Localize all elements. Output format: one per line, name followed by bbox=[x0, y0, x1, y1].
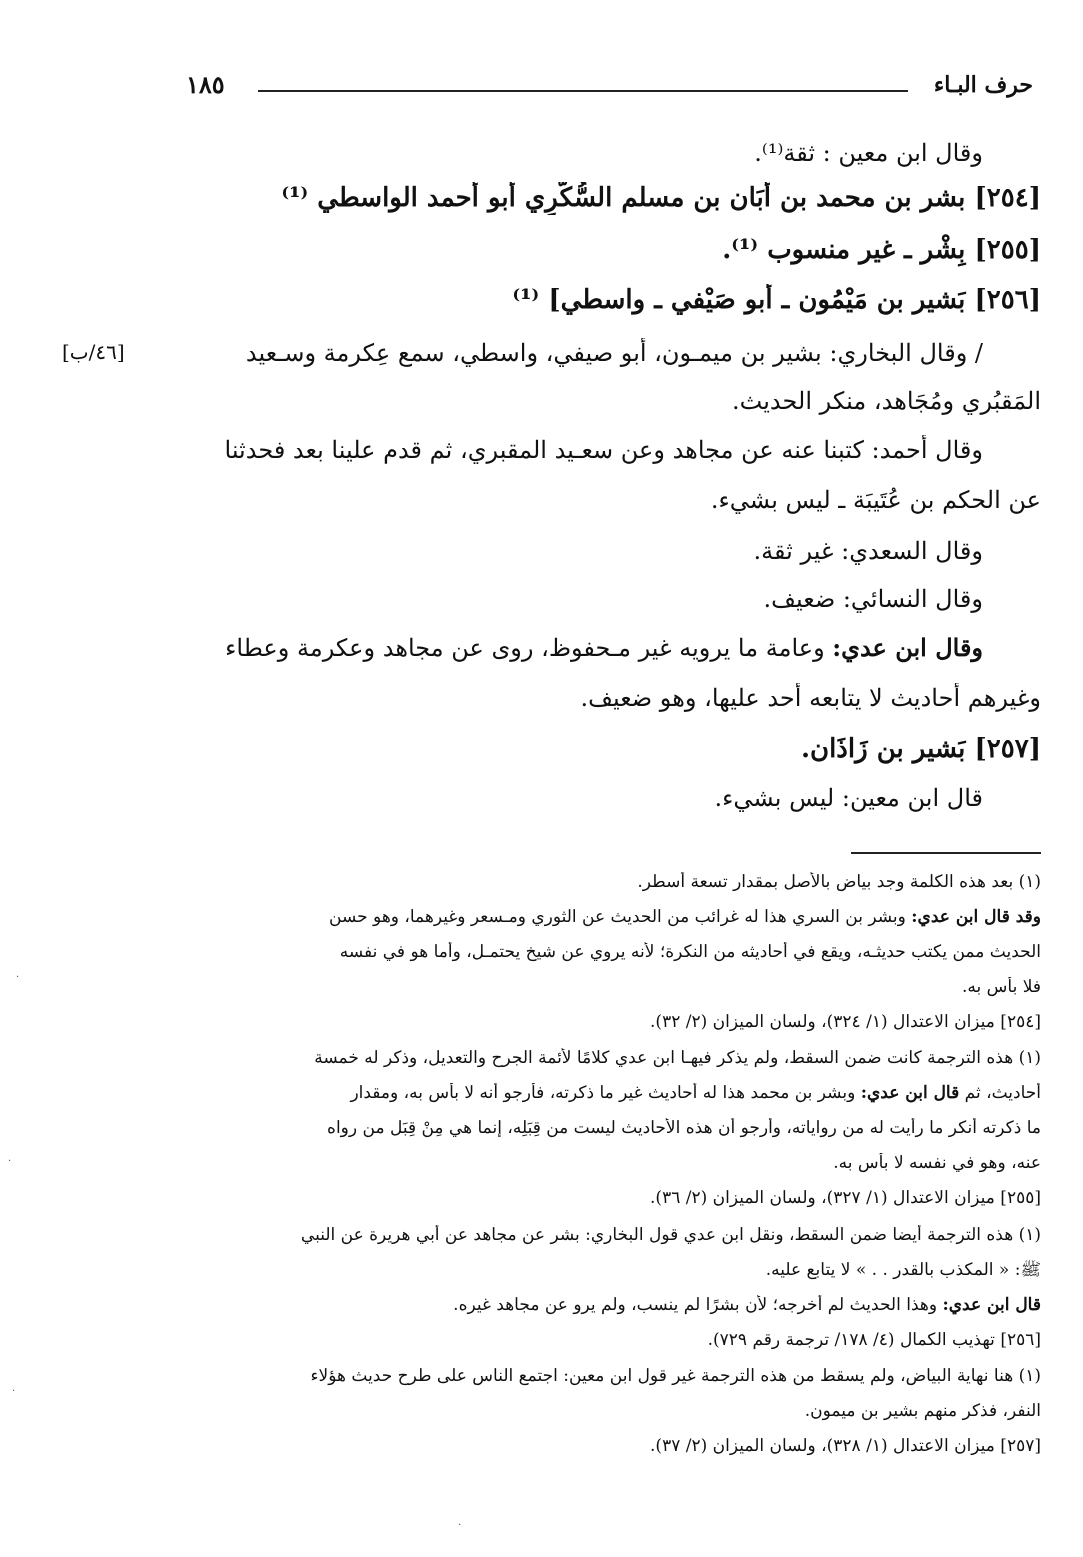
reference-line: [٢٥٦] تهذيب الكمال (٤/ ١٧٨/ ترجمة رقم ٧٢٩). bbox=[707, 1330, 1041, 1350]
footnote-line bbox=[51, 907, 1041, 928]
scan-speck: · bbox=[8, 1156, 12, 1167]
scan-speck: · bbox=[16, 972, 20, 983]
footnote-line: ما ذكرته أنكر ما رأيت له من رواياته، وأرجو أن هذه الأحاديث ليست من قِبَلِه، إنما هي مِنْ قِبَل من رواه bbox=[327, 1118, 1041, 1138]
footnote-separator bbox=[851, 852, 1041, 854]
text-line: وقال النسائي: ضعيف. bbox=[763, 585, 983, 613]
reference-line: [٢٥٥] ميزان الاعتدال (١/ ٣٢٧)، ولسان الميزان (٢/ ٣٦). bbox=[650, 1188, 1041, 1208]
bold-phrase: وقال ابن عدي: bbox=[832, 633, 983, 662]
bold-phrase: وقد قال ابن عدي: bbox=[911, 907, 1041, 927]
text-span: وعامة ما يرويه غير مـحفوظ، روى عن مجاهد وعكرمة وعطاء bbox=[225, 634, 833, 662]
footnote-line: (١) هنا نهاية البياض، ولم يسقط من هذه الترجمة غير قول ابن معين: اجتمع الناس على طرح حديث هؤلاء bbox=[310, 1366, 1041, 1386]
entry-256-heading: [٢٥٦] بَشير بن مَيْمُون ـ أبو صَيْفي ـ واسطي] ⁽¹⁾ bbox=[512, 285, 1041, 315]
footnote-line: (١) هذه الترجمة كانت ضمن السقط، ولم يذكر فيهـا ابن عدي كلامًا لأئمة الجرح والتعديل، وذكر له خمسة bbox=[314, 1048, 1041, 1068]
text-line: وقال أحمد: كتبنا عنه عن مجاهد وعن سعـيد المقبري، ثم قدم علينا بعد فحدثنا bbox=[224, 436, 983, 464]
footnote-line: ﷺ: « المكذب بالقدر . . » لا يتابع عليه. bbox=[765, 1260, 1041, 1280]
chapter-title: حرف البـاء bbox=[933, 72, 1033, 98]
footnote-line: النفر، فذكر منهم بشير بن ميمون. bbox=[804, 1401, 1041, 1421]
footnote-line: عنه، وهو في نفسه لا بأس به. bbox=[833, 1153, 1041, 1173]
text-line: قال ابن معين: ليس بشيء. bbox=[714, 784, 983, 812]
text-span: وهذا الحديث لم أخرجه؛ لأن بشرًا لم ينسب، ولم يرو عن مجاهد غيره. bbox=[453, 1295, 943, 1315]
scan-speck: · bbox=[458, 1520, 462, 1531]
text-span: أحاديث، ثم bbox=[959, 1083, 1041, 1103]
footnote-line: فلا بأس به. bbox=[962, 977, 1041, 997]
text-line: وغيرهم أحاديث لا يتابعه أحد عليها، وهو ضعيف. bbox=[580, 684, 1041, 712]
text-line: عن الحكم بن عُتَيبَة ـ ليس بشيء. bbox=[710, 486, 1041, 514]
page-number: ١٨٥ bbox=[186, 70, 225, 99]
text-span: وبشر بن محمد هذا له أحاديث غير ما ذكرته، فأرجو أنه لا بأس به، ومقدار bbox=[350, 1083, 861, 1103]
margin-note: [٤٦/ب] bbox=[62, 340, 125, 364]
text-line: المَقبُري ومُجَاهد، منكر الحديث. bbox=[732, 387, 1041, 415]
bold-phrase: قال ابن عدي: bbox=[860, 1083, 960, 1103]
footnote-line bbox=[51, 1083, 1041, 1104]
entry-254-heading: [٢٥٤] بشر بن محمد بن أبَان بن مسلم السُّكَّرِي أبو أحمد الواسطي ⁽¹⁾ bbox=[281, 183, 1041, 213]
reference-line: [٢٥٤] ميزان الاعتدال (١/ ٣٢٤)، ولسان الميزان (٢/ ٣٢). bbox=[650, 1012, 1041, 1032]
text-span: وبشر بن السري هذا له غرائب من الحديث عن الثوري ومـسعر وغيرهما، وهو حسن bbox=[329, 907, 912, 927]
footnote-line: الحديث ممن يكتب حديثـه، ويقع في أحاديثه من النكرة؛ لأنه يروي عن شيخ يحتمـل، وأما هو في نفسه bbox=[339, 942, 1041, 962]
text-line: وقال ابن معين : ثقة⁽¹⁾. bbox=[754, 139, 983, 167]
text-line: / وقال البخاري: بشير بن ميمـون، أبو صيفي، واسطي، سمع عِكرمة وسـعيد bbox=[245, 339, 983, 367]
text-line bbox=[48, 633, 983, 663]
entry-255-heading: [٢٥٥] بِشْر ـ غير منسوب ⁽¹⁾. bbox=[722, 235, 1041, 265]
footnote-line: (١) بعد هذه الكلمة وجد بياض بالأصل بمقدار تسعة أسطر. bbox=[637, 872, 1041, 892]
header-rule bbox=[258, 90, 908, 92]
footnote-line: (١) هذه الترجمة أيضا ضمن السقط، ونقل ابن عدي قول البخاري: بشر عن مجاهد عن أبي هريرة عن النبي bbox=[300, 1225, 1041, 1245]
scan-speck: · bbox=[12, 1386, 16, 1397]
text-line: وقال السعدي: غير ثقة. bbox=[753, 537, 983, 565]
entry-257-heading: [٢٥٧] بَشير بن زَاذَان. bbox=[800, 734, 1041, 764]
reference-line: [٢٥٧] ميزان الاعتدال (١/ ٣٢٨)، ولسان الميزان (٢/ ٣٧). bbox=[650, 1436, 1041, 1456]
bold-phrase: قال ابن عدي: bbox=[942, 1295, 1041, 1315]
footnote-line bbox=[51, 1295, 1041, 1316]
